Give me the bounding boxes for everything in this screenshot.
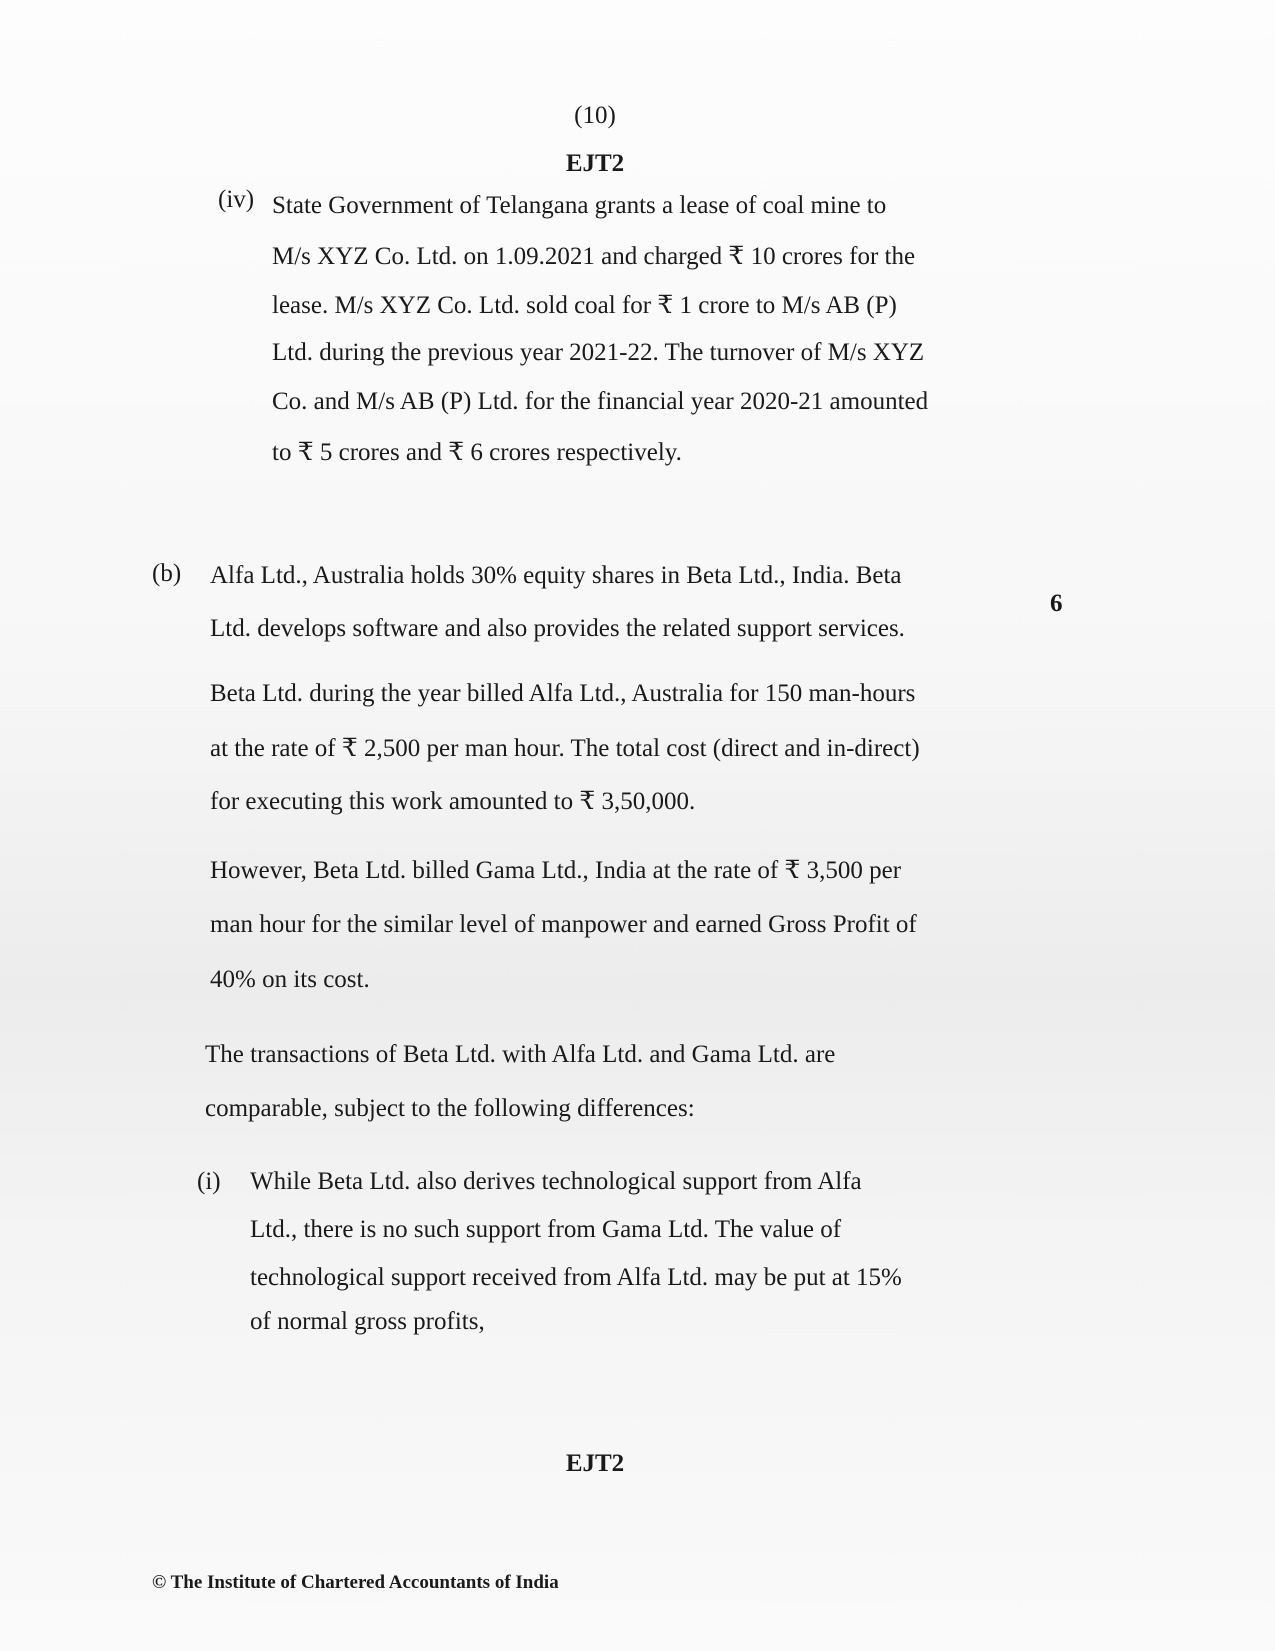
- item-iv-line: Co. and M/s AB (P) Ltd. for the financial year 2020-21 amounted: [272, 388, 929, 415]
- sub-item-i-line: Ltd., there is no such support from Gama Ltd. The value of: [250, 1216, 842, 1243]
- paper-code-header: EJT2: [565, 150, 625, 177]
- item-iv-line: State Government of Telangana grants a lease of coal mine to: [272, 192, 887, 219]
- item-iv-line: to ₹ 5 crores and ₹ 6 crores respectively.: [272, 439, 682, 466]
- question-b-line: man hour for the similar level of manpower and earned Gross Profit of: [210, 911, 917, 938]
- sub-item-i-line: While Beta Ltd. also derives technological support from Alfa: [250, 1168, 862, 1195]
- question-b-line: Ltd. develops software and also provides the related support services.: [210, 615, 905, 642]
- page-number: (10): [574, 102, 616, 129]
- question-b-line: 40% on its cost.: [210, 966, 370, 993]
- item-iv-line: M/s XYZ Co. Ltd. on 1.09.2021 and charged ₹ 10 crores for the: [272, 243, 916, 270]
- question-b-line: for executing this work amounted to ₹ 3,50,000.: [210, 788, 696, 815]
- question-b-line: Beta Ltd. during the year billed Alfa Ltd., Australia for 150 man-hours: [210, 680, 916, 707]
- question-b-line: at the rate of ₹ 2,500 per man hour. The total cost (direct and in-direct): [210, 735, 920, 762]
- question-b-marks: 6: [1050, 590, 1063, 617]
- question-b-line: comparable, subject to the following differences:: [205, 1095, 695, 1122]
- question-b-line: The transactions of Beta Ltd. with Alfa Ltd. and Gama Ltd. are: [205, 1041, 836, 1068]
- item-iv-line: lease. M/s XYZ Co. Ltd. sold coal for ₹ 1 crore to M/s AB (P): [272, 292, 897, 319]
- item-iv-line: Ltd. during the previous year 2021-22. The turnover of M/s XYZ: [272, 339, 925, 366]
- sub-item-i-label: (i): [197, 1168, 221, 1195]
- question-b-line: However, Beta Ltd. billed Gama Ltd., India at the rate of ₹ 3,500 per: [210, 857, 902, 884]
- item-iv-label: (iv): [218, 186, 255, 213]
- question-b-label: (b): [152, 560, 182, 587]
- paper-code-footer: EJT2: [565, 1450, 625, 1477]
- copyright-notice: © The Institute of Chartered Accountants of India: [152, 1572, 559, 1593]
- sub-item-i-line: of normal gross profits,: [250, 1308, 485, 1335]
- sub-item-i-line: technological support received from Alfa Ltd. may be put at 15%: [250, 1264, 902, 1291]
- question-b-line: Alfa Ltd., Australia holds 30% equity shares in Beta Ltd., India. Beta: [210, 562, 902, 589]
